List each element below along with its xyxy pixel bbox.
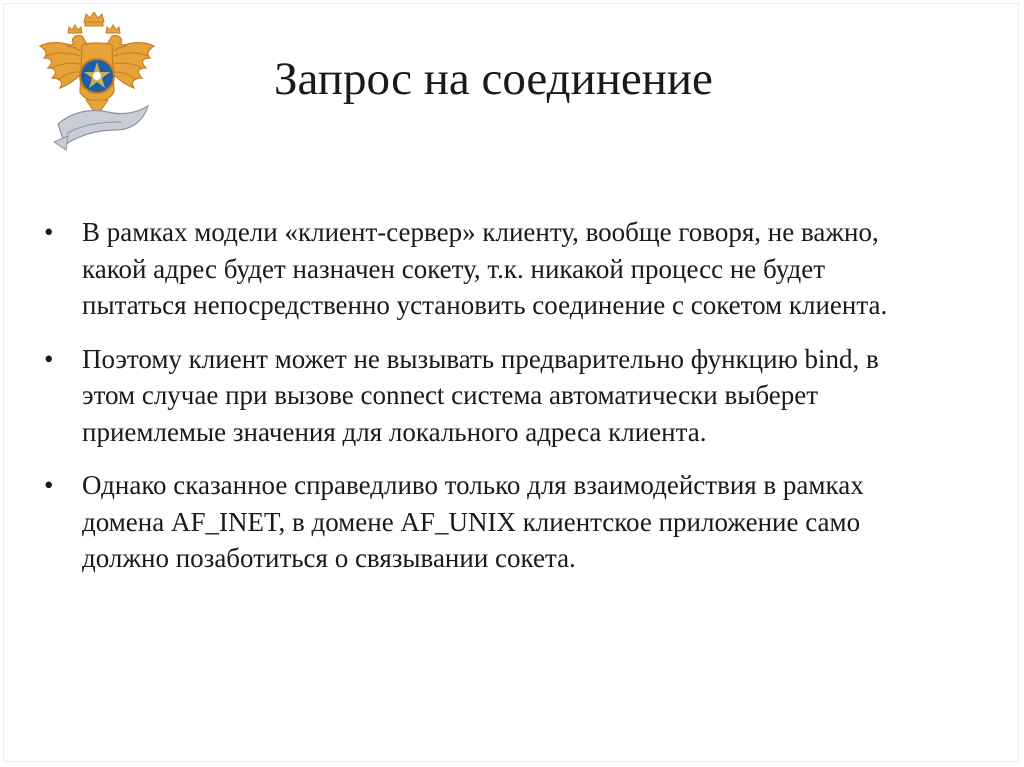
bullet-text: Поэтому клиент может не вызывать предварительно функцию bind, в этом случае при вызове connect система автоматически выберет приемлемые значения для локального адреса клиента. [82, 343, 879, 447]
slide-title: Запрос на соединение [274, 53, 713, 105]
bullet-item [44, 341, 934, 451]
bullet-item [44, 214, 934, 324]
bullet-text: В рамках модели «клиент-сервер» клиенту, вообще говоря, не важно, какой адрес будет назначен сокету, т.к. никакой процесс не будет пытаться непосредственно установить соединение с сокетом клиента. [82, 217, 888, 320]
double-headed-eagle-emblem-icon [32, 12, 162, 154]
bullet-list [44, 214, 934, 594]
bullet-text: Однако сказанное справедливо только для взаимодействия в рамках домена AF_INET, в домене AF_UNIX клиентское приложение само должно позаботиться о связывании сокета. [82, 470, 864, 573]
bullet-marker: • [44, 470, 54, 500]
bullet-marker: • [44, 217, 54, 247]
bullet-marker: • [44, 343, 54, 374]
bullet-item [44, 467, 934, 577]
